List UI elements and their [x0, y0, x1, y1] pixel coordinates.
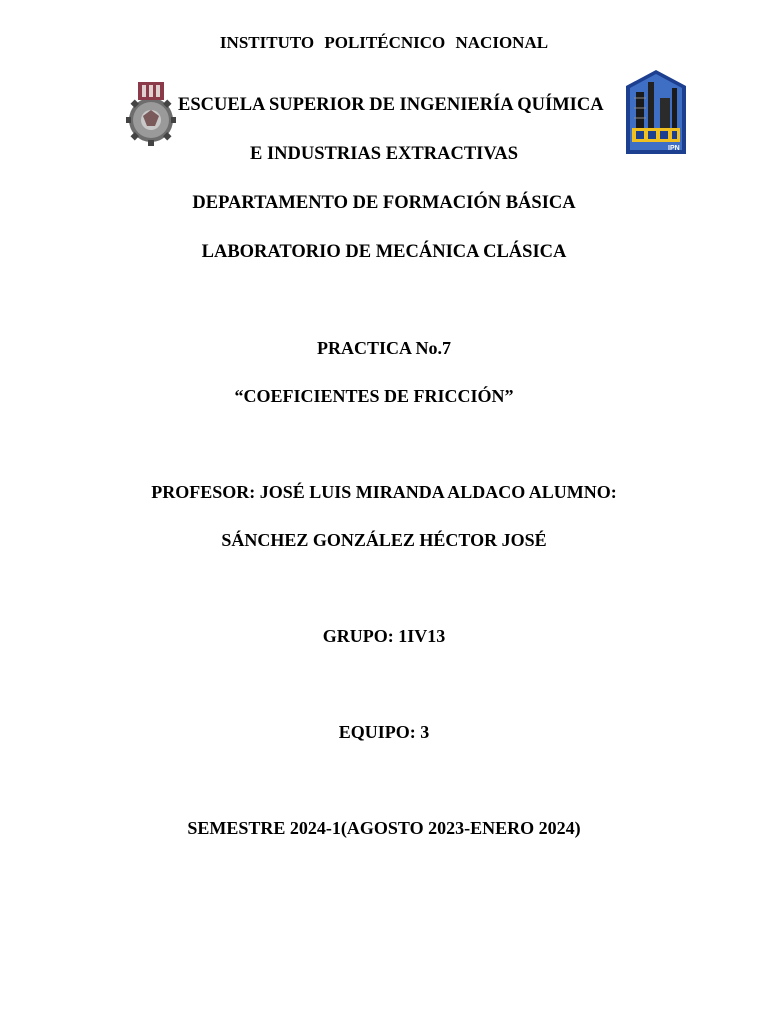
esiqie-logo-icon	[624, 68, 688, 156]
professor-line: PROFESOR: JOSÉ LUIS MIRANDA ALDACO ALUMNO:	[151, 482, 617, 502]
group-label: GRUPO: 1IV13	[322, 626, 446, 646]
logo-ipn-text: IPN	[668, 145, 680, 152]
school-name-line1: ESCUELA SUPERIOR DE INGENIERÍA QUÍMICA	[178, 95, 604, 115]
department-name: DEPARTAMENTO DE FORMACIÓN BÁSICA	[192, 193, 576, 213]
practice-number: PRACTICA No.7	[316, 338, 451, 358]
laboratory-name: LABORATORIO DE MECÁNICA CLÁSICA	[201, 242, 567, 262]
school-name-line2: E INDUSTRIAS EXTRACTIVAS	[250, 144, 518, 164]
institute-name: INSTITUTO POLITÉCNICO NACIONAL	[219, 33, 549, 52]
semester-label: SEMESTRE 2024-1(AGOSTO 2023-ENERO 2024)	[187, 818, 581, 838]
student-name: SÁNCHEZ GONZÁLEZ HÉCTOR JOSÉ	[221, 530, 547, 550]
ipn-logo-icon	[126, 80, 176, 152]
practice-title: “COEFICIENTES DE FRICCIÓN”	[234, 386, 514, 406]
team-label: EQUIPO: 3	[338, 722, 430, 742]
